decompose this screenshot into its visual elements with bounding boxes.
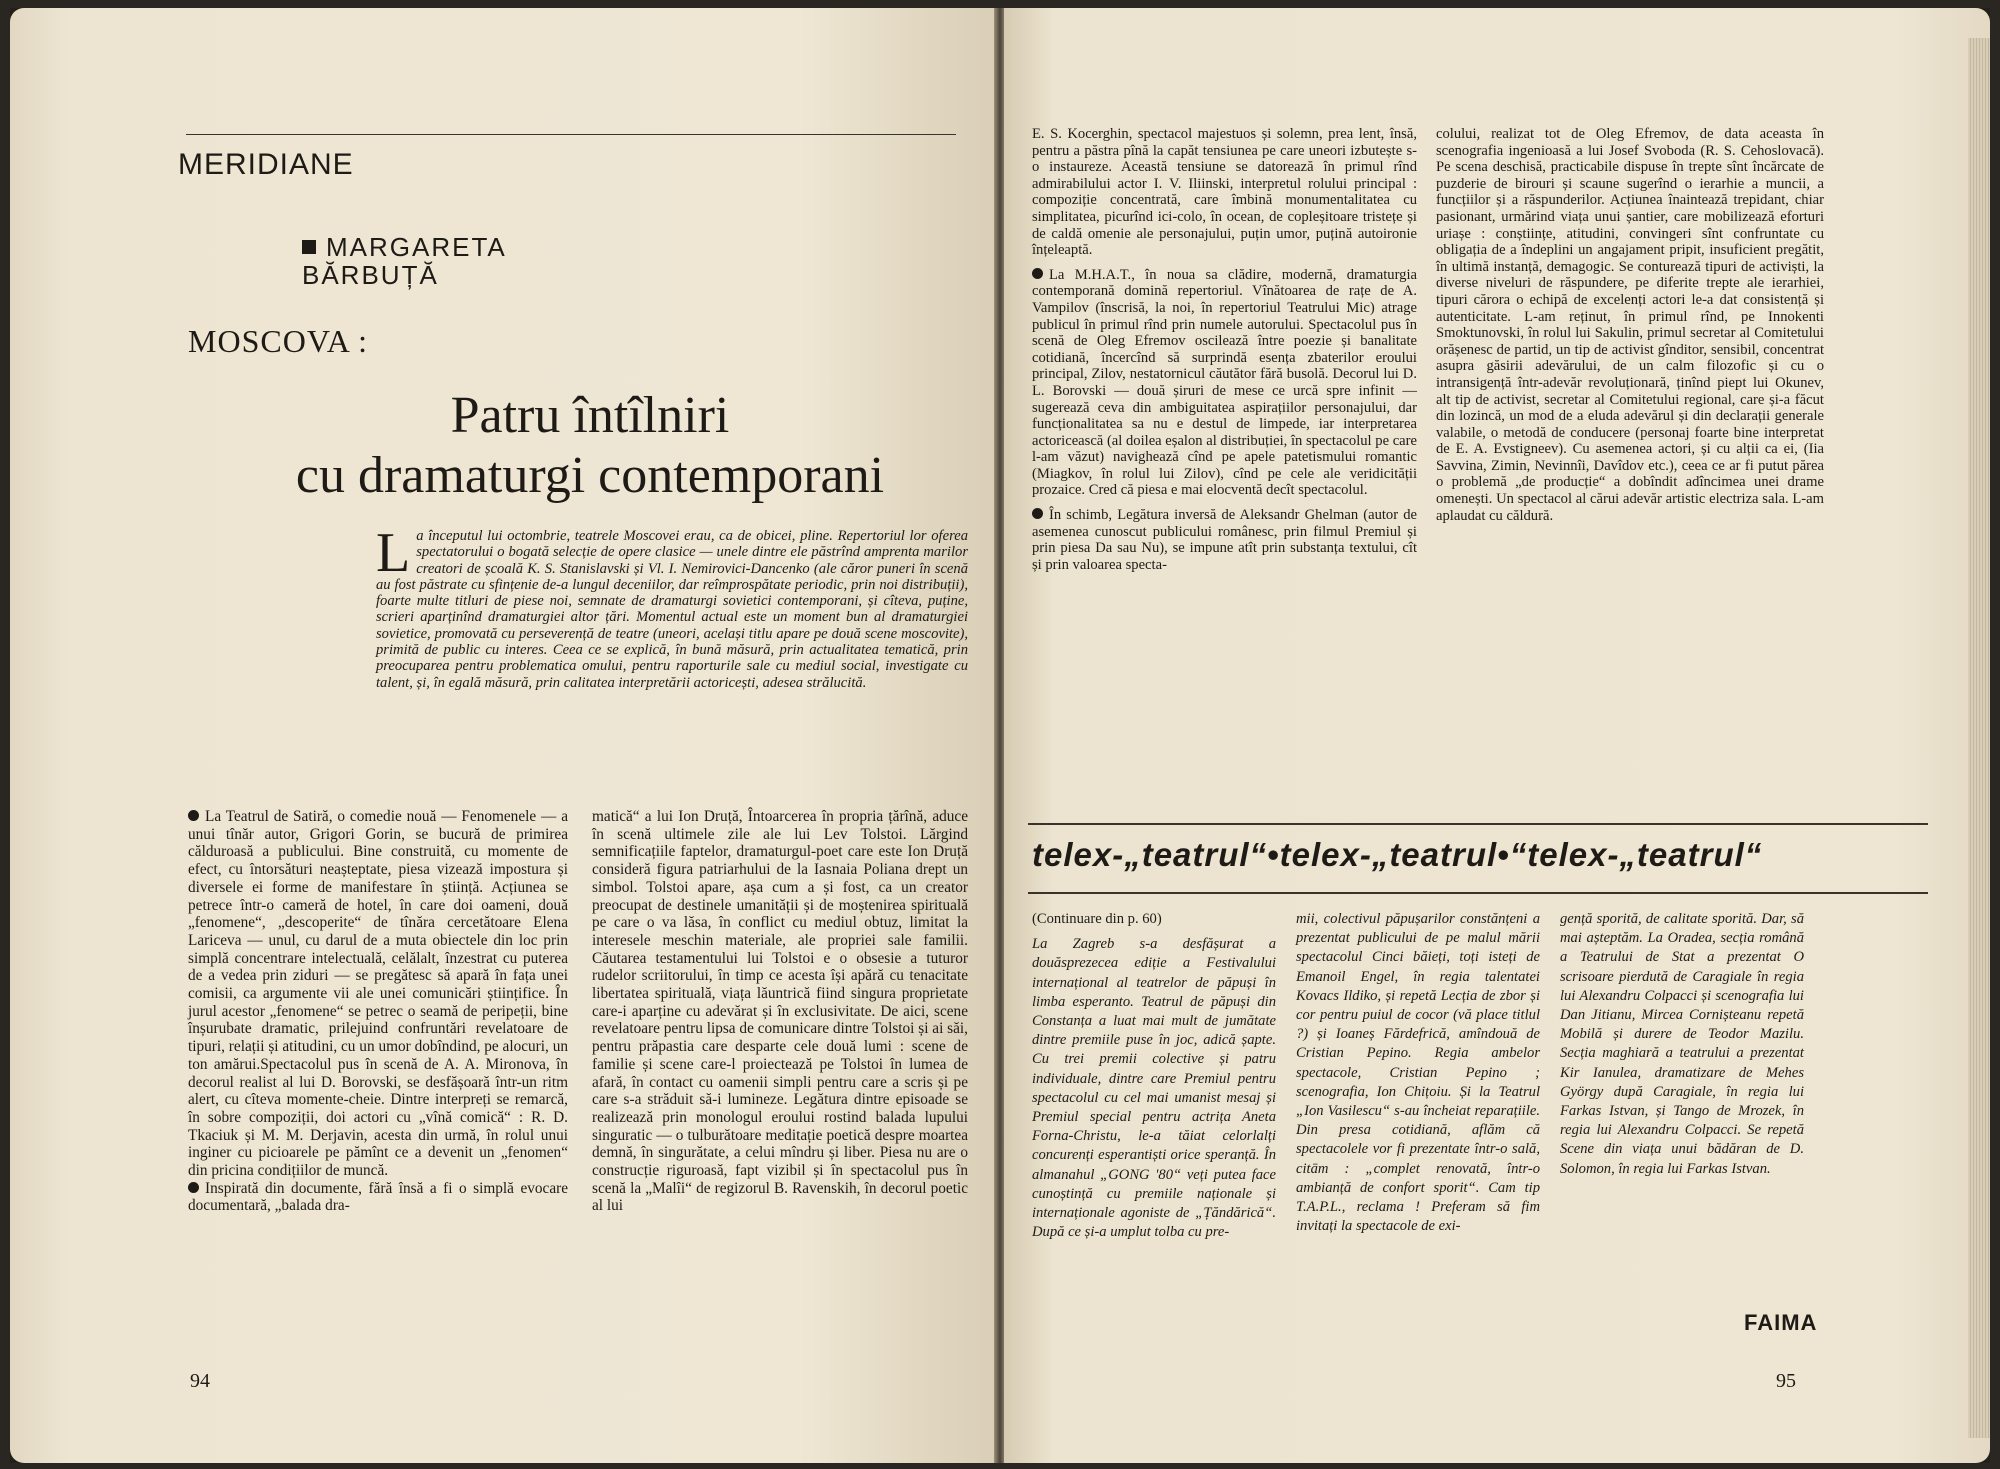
bullet-icon <box>188 1182 199 1193</box>
telex-top-rule <box>1028 823 1928 825</box>
square-bullet-icon <box>302 240 316 254</box>
bullet-icon <box>1032 268 1043 279</box>
left-column-2 <box>592 808 968 1215</box>
col1-text-b: Inspirată din documente, fără însă a fi o simplă evocare documentară, „balada dra- <box>188 1179 568 1215</box>
telex-bottom-rule <box>1028 892 1928 894</box>
col-a-text-b: La M.H.A.T., în noua sa clădire, modernă, dramaturgia contemporană domină repertoriul. Vînătoarea de rațe de A. Vampilov (înscrisă, la noi, în repertoriul Teatrului Mic) atrage publicul în primul rînd prin numele autorului. Spectacolul pus în scenă de Oleg Efremov oscilează între poezie și banalitate cotidiană, încercînd să surprindă esența zbaterilor eroului principal, Zilov, nestatornicul căutător fără busolă. Decorul lui D. L. Borovski — două șiruri de mese ce urcă spre infinit — sugerează ceva din ambiguitatea aspirațiilor personajului, dar funcționalitatea sa nu e destul de limpede, iar interpretarea actoricească (al doilea eșalon al distribuției, în spectacolul pe care l-am văzut) navighează cînd pe apele patetismului romantic (Miagkov, în rolul lui Zilov), cînd pe cele ale veridicității prozaice. Cred că piesa e mai elocventă decît spectacolul. <box>1032 266 1417 499</box>
drop-cap: L <box>376 522 411 584</box>
page-number-left: 94 <box>190 1370 210 1392</box>
title-line-2: cu dramaturgi contemporani <box>295 447 885 504</box>
article-title <box>240 386 940 506</box>
col-a-text-c: În schimb, Legătura inversă de Aleksandr Ghelman (autor de asemenea cunoscut publicului românesc, prin filmul Premiul și prin piesa Da sau Nu), se impune atît prin substanța textului, cît și prin valoarea specta- <box>1032 507 1417 573</box>
city-heading: MOSCOVA : <box>188 323 369 359</box>
author-first-name: MARGARETA <box>326 232 507 262</box>
telex-col1-text: La Zagreb s-a desfășurat a douăsprezecea ediție a Festivalului internațional al teatrelor de păpuși în limba esperanto. Teatrul de păpuși din Constanța a luat mai mult de jumătate dintre premiile puse în joc, adică șapte. Cu trei premii colective și patru individuale, dintre care Premiul pentru spectacolul cu cel mai umanist mesaj și Premiul special pentru actrița Aneta Forna-Christu, le-a tăiat celorlalți concurenți esperantiști orice speranță. În almanahul „GONG '80“ veți putea face cunoștință cu premiile naționale și internaționale agoniste de „Țăndărică“. După ce și-a umplut tolba cu pre- <box>1032 936 1276 1241</box>
author-last-name: BĂRBUȚĂ <box>302 260 439 290</box>
telex-column-1 <box>1032 910 1276 1242</box>
page-number-right: 95 <box>1776 1370 1796 1392</box>
telex-continued: (Continuare din p. 60) <box>1032 911 1162 927</box>
right-column-b <box>1436 126 1824 524</box>
telex-column-2 <box>1296 910 1540 1236</box>
telex-header: telex-„teatrul“•telex-„teatrul•“telex-„teatrul“ <box>1032 836 1763 873</box>
right-page <box>1004 8 1990 1463</box>
lead-text: a începutul lui octombrie, teatrele Moscovei erau, ca de obicei, pline. Repertoriul lor oferea spectatorului o bogată selecție de opere clasice — unele dintre ele păstrînd amprenta marilor creatori de școală K. S. Stanislavski și Vl. I. Nemirovici-Dancenko (ale căror puneri în scenă au fost păstrate cu sfințenie de-a lungul deceniilor, dar reîmprospătate periodic, prin noi distribuții), foarte multe titluri de piese noi, semnate de dramaturgi sovietici contemporani, și cîteva, puține, scrieri aparținînd dramaturgiei altor țări. Momentul actual este un moment bun al dramaturgiei sovietice, promovată cu perseverență de teatre (uneori, același titlu apare pe două scene moscovite), primită de public cu interes. Ceea ce se explică, în bună măsură, prin actualitatea tematică, prin preocuparea pentru problematica omului, pentru raporturile sale cu mediul social, investigate cu talent, și, în egală măsură, prin calitatea interpretării actoricești, adesea strălucită. <box>376 528 968 691</box>
magazine-spread <box>10 8 1990 1463</box>
telex-column-3 <box>1560 910 1804 1179</box>
bullet-icon <box>1032 508 1043 519</box>
col-a-text: E. S. Kocerghin, spectacol majestuos și solemn, prea lent, însă, pentru a păstra pînă la capăt tensiunea pe care uneori izbutește s-o instaureze. Această tensiune se datorează în primul rînd admirabilului actor I. V. Iliinski, interpretul rolului principal : compoziție concentrată, care îmbină monumentalitatea cu simplitatea, picurînd ici-colo, în ocean, de copleșitoare tristețe și de caldă omenie ale personajului, puțin umor, puțină autoironie înțeleaptă. <box>1032 126 1417 259</box>
telex-signature: FAIMA <box>1744 1310 1818 1335</box>
col-b-text: colului, realizat tot de Oleg Efremov, de data aceasta în scenografia ingenioasă a lui Josef Svoboda (R. S. Cehoslovacă). Pe scena deschisă, practicabile dispuse în trepte sînt încărcate de puzderie de birouri și scaune sugerînd o ierarhie a muncii, a funcțiilor și a răspunderilor. Acțiunea înaintează trepidant, chiar pasionant, urmărind viața unui șantier, care mobilizează eforturi uriașe : conștiințe, atitudini, convingeri sînt confruntate cu obligația de a îndeplini un angajament pripit, insuficient pregătit, în ultimă instanță, demagogic. Se conturează tipuri de activiști, la diverse niveluri de răspundere, pe diferite trepte ale ierarhiei, tipuri cărora o echipă de excelenți actori le-a dat consistență și autenticitate. L-am reținut, în primul rînd, pe Innokenti Smoktunovski, în rolul lui Sakulin, primul secretar al Comitetului orășenesc de partid, un tip de activist gînditor, sensibil, concentrat asupra găsirii adevărului, de un calm filozofic și cu o intransigență într-adevăr revoluționară, ținînd piept lui Okunev, alt tip de activist, secretar al Comitetului regional, care și-a făcut din lozincă, un mod de a eluda adevărul și din declarații generale valabile, o metodă de conducere (personaj foarte bine interpretat de E. A. Evstigneev). Cu asemenea actori, și cu alții ca ei, (Iia Savvina, Zimin, Nevinnîi, Davîdov etc.), ceea ce ar fi putut părea o problemă „de producție“ a dobîndit adîncimea unei drame omenești. Un spectacol al cărui adevăr artistic electriza sala. L-am aplaudat cu căldură. <box>1436 126 1824 524</box>
top-rule <box>186 134 956 135</box>
telex-col3-text: gență sporită, de calitate sporită. Dar, să mai așteptăm. La Oradea, secția română a Teatrului de Stat a prezentat O scrisoare pierdută de Caragiale în regia lui Alexandru Colpacci și scenografia lui Dan Jitianu, Mircea Cornișteanu repetă Mobilă și durere de Teodor Mazilu. Secția maghiară a teatrului a prezentat Kir Ianulea, dramatizare de Mehes György după Caragiale, în regia lui Farkas Istvan, și Tango de Mrozek, în regia lui Alexandru Colpacci. Se repetă Scene din viața unui bădăran de D. Solomon, în regia lui Farkas Istvan. <box>1560 911 1804 1177</box>
bullet-icon <box>188 810 199 821</box>
author-byline <box>302 233 507 289</box>
col1-text: La Teatrul de Satiră, o comedie nouă — Fenomenele — a unui tînăr autor, Grigori Gorin, se bucură de primirea călduroasă a publicului. Bine construită, cu momente de efect, cu întorsături neașteptate, piesa vizează impostura și diversele ei forme de manifestare în știință. Acțiunea se petrece într-o cameră de hotel, în care doi oameni, două „fenomene“, „descoperite“ de tînăra cercetătoare Elena Lariceva — unul, cu darul de a muta obiectele din loc prin simplă concentrare intelectuală, celălalt, înzestrat cu puterea de a vedea prin ziduri — se pregătesc să apară în fața unei comisii, ca argumente vii ale unei comunicări științifice. În jurul acestor „fenomene“ se petrec o seamă de peripeții, bine înșurubate dramatic, prilejuind confruntări revelatoare de tipuri, relații și atitudini, cu un umor dobîndind, pe alocuri, un ton amărui.Spectacolul pus în scenă de A. A. Mironova, în decorul realist al lui D. Borovski, se desfășoară într-un ritm alert, cu cîteva momente-cheie. Dintre interpreți se remarcă, în sobre compoziții, doi actori cu „vînă comică“ : R. D. Tkaciuk și M. M. Derjavin, acesta din urmă, în rolul unui inginer cu picioarele pe pămînt ce a devenit un „fenomen“ din pricina condițiilor de muncă. <box>188 808 568 1180</box>
right-column-a <box>1032 126 1417 573</box>
page-edges <box>1968 38 1990 1438</box>
title-line-1: Patru întîlniri <box>450 387 730 444</box>
col2-text: matică“ a lui Ion Druță, Întoarcerea în propria țărînă, aduce în scenă ultimele zile ale lui Lev Tolstoi. Lărgind semnificațiile faptelor, dramaturgul-poet care este Ion Druță consideră figura patriarhului de la Iasnaia Poliana drept un simbol. Tolstoi apare, așa cum a și fost, ca un creator preocupat de destinele umanității și de moștenirea spirituală pe care o va lăsa, în conflict cu mediul obtuz, limitat la interesele meschin materiale, ale propriei sale familii. Căutarea testamentului lui Tolstoi e o obsesie a tuturor rudelor scriitorului, în timp ce acesta își apără cu tenacitate libertatea spirituală, viața lăuntrică fiind singura proprietate care-i aparține cu adevărat și în exclusivitate. De aici, scene revelatoare pentru lipsa de comunicare dintre Tolstoi și ai săi, pentru prăpastia care desparte cele două lumi : scene de familie și scene care-l proiectează pe Tolstoi în lumea de afară, în contact cu oamenii simpli pentru care a scris și pe care s-a străduit să-i lumineze. Legătura dintre episoade se realizează prin monologul eroului rostind balada lupului singuratic — o tulburătoare meditație poetică despre moartea demnă, în singurătate, a celui mîndru și liber. Piesa nu are o construcție riguroasă, fapt vizibil și în spectacolul pus în scenă la „Malîi“ de regizorul B. Ravenskih, în decorul poetic al lui <box>592 808 968 1215</box>
section-label: MERIDIANE <box>178 148 354 181</box>
telex-col2-text: mii, colectivul păpușarilor constănțeni a prezentat publicului de pe malul mării spectacolul Cinci băieți, toți isteți de Emanoil Engel, în regia talentatei Kovacs Ildiko, și repetă Lecția de zbor și cor pentru puiul de cocor (vă place titlul ?) și Ioaneș Fărdefrică, amîndouă de Cristian Pepino. Regia ambelor spectacole, Cristian Pepino ; scenografia, Ion Chițoiu. Și la Teatrul „Ion Vasilescu“ s-au încheiat reparațiile. Din presa cotidiană, aflăm că spectacolele vor fi prezentate într-o sală, citām : „complet renovată, într-o ambianță de confort sporit“. Cam tip T.A.P.L., reclama ! Preferam să fim invitați la spectacole de exi- <box>1296 911 1540 1235</box>
left-column-1 <box>188 808 568 1215</box>
left-page <box>10 8 996 1463</box>
lead-paragraph <box>376 522 968 691</box>
